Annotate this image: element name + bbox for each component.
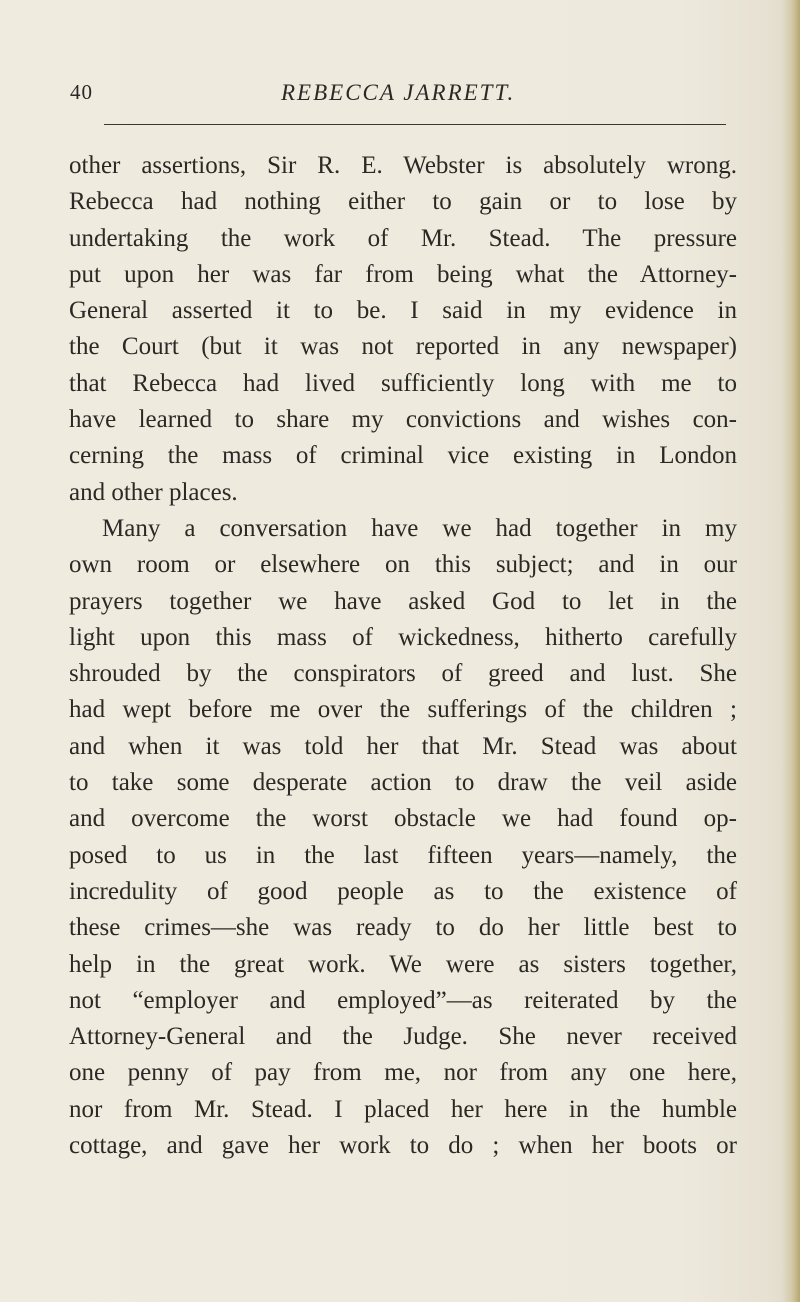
running-head: REBECCA JARRETT. [281, 80, 516, 105]
text-line: prayers together we have asked God to let in the [69, 587, 737, 615]
text-line: Many a conversation have we had together in my [102, 514, 737, 542]
text-line: put upon her was far from being what the Attorney- [69, 260, 737, 288]
text-line: one penny of pay from me, nor from any one here, [69, 1059, 737, 1087]
text-line: these crimes—she was ready to do her little best to [69, 914, 737, 942]
header-rule [104, 124, 726, 125]
text-line: shrouded by the conspirators of greed and lust. She [69, 660, 737, 688]
text-line: have learned to share my convictions and wishes con- [69, 406, 737, 434]
text-line: had wept before me over the sufferings of the children ; [69, 696, 737, 724]
text-line: and other places. [69, 478, 238, 506]
text-line: and overcome the worst obstacle we had found op- [69, 805, 737, 833]
text-line: undertaking the work of Mr. Stead. The pressure [69, 224, 737, 252]
text-line: General asserted it to be. I said in my evidence in [69, 297, 737, 325]
text-line: other assertions, Sir R. E. Webster is absolutely wrong. [69, 152, 737, 179]
text-line: posed to us in the last fifteen years—namely, the [69, 841, 737, 869]
text-line: help in the great work. We were as sisters together, [69, 950, 737, 978]
page-header [70, 80, 750, 110]
page-number: 40 [70, 80, 93, 104]
text-line: and when it was told her that Mr. Stead was about [69, 732, 737, 760]
text-line: Rebecca had nothing either to gain or to lose by [69, 188, 737, 216]
text-line: that Rebecca had lived sufficiently long with me to [69, 369, 737, 397]
text-line: not “employer and employed”—as reiterated by the [69, 986, 737, 1014]
text-line: light upon this mass of wickedness, hitherto carefully [69, 623, 737, 651]
text-line: nor from Mr. Stead. I placed her here in the humble [69, 1095, 737, 1123]
text-line: cerning the mass of criminal vice existing in London [69, 442, 737, 470]
text-line: to take some desperate action to draw the veil aside [69, 769, 737, 797]
page-edge-shadow [782, 0, 800, 1302]
text-line: Attorney-General and the Judge. She never received [69, 1023, 737, 1051]
text-line: cottage, and gave her work to do ; when her boots or [69, 1132, 737, 1160]
text-line: the Court (but it was not reported in any newspaper) [69, 333, 737, 361]
text-line: own room or elsewhere on this subject; and in our [69, 551, 737, 579]
body-text [69, 148, 737, 1164]
text-line: incredulity of good people as to the existence of [69, 877, 737, 905]
